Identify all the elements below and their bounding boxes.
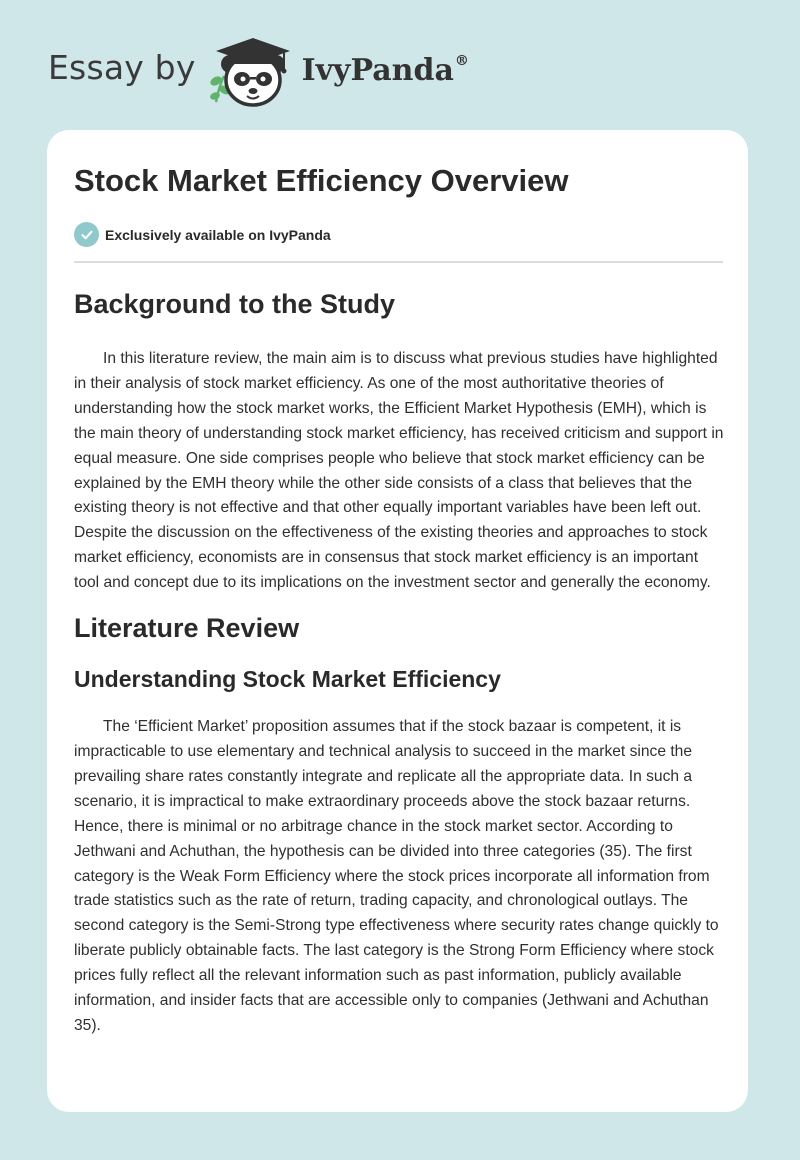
exclusive-badge — [74, 222, 331, 247]
divider — [74, 261, 723, 263]
subheading-understanding-efficiency: Understanding Stock Market Efficiency — [74, 666, 501, 693]
check-circle-icon — [74, 222, 99, 247]
essay-content — [74, 282, 724, 1039]
registered-mark: ® — [454, 52, 469, 69]
panda-graduate-icon[interactable] — [206, 34, 298, 110]
essay-by-label: Essay by — [48, 47, 196, 87]
page-title: Stock Market Efficiency Overview — [74, 163, 569, 198]
exclusive-label: Exclusively available on IvyPanda — [105, 226, 331, 243]
essay-card — [47, 130, 748, 1112]
section-heading-background: Background to the Study — [74, 289, 396, 319]
paragraph-understanding-efficiency: The ‘Efficient Market’ proposition assumes that if the stock bazaar is competent, it is impracticable to use elementary and technical analysis to succeed in the market since the prevailing share rates constantly integrate and replicate all the appropriate data. In such a scenario, it is impractical to make extraordinary proceeds above the stock bazaar returns. Hence, there is minimal or no arbitrage chance in the stock market sector. According to Jethwani and Achuthan, the hypothesis can be divided into three categories (35). The first category is the Weak Form Efficiency where the stock prices incorporate all information from trade statistics such as the rate of return, trading capacity, and chronological outlays. The second category is the Semi-Strong type effectiveness where security rates change quickly to liberate publicly obtainable facts. The last category is the Strong Form Efficiency where stock prices fully reflect all the relevant information such as past information, publicly available information, and insider facts that are accessible only to companies (Jethwani and Achuthan 35). — [74, 718, 719, 1034]
paragraph-background: In this literature review, the main aim is to discuss what previous studies have highlighted in their analysis of stock market efficiency. As one of the most authoritative theories of understanding how the stock market works, the Efficient Market Hypothesis (EMH), which is the main theory of understanding stock market efficiency, has received criticism and support in equal measure. One side comprises people who believe that stock market efficiency can be explained by the EMH theory while the other side consists of a class that believes that the existing theory is not effective and that other equally important variables have been left out. Despite the discussion on the effectiveness of the existing theories and approaches to stock market efficiency, economists are in consensus that stock market efficiency is an important tool and concept due to its implications on the investment sector and generally the economy. — [74, 350, 724, 592]
section-heading-literature-review: Literature Review — [74, 613, 300, 644]
brand-name[interactable]: IvyPanda® — [301, 52, 469, 88]
site-header — [48, 34, 469, 110]
